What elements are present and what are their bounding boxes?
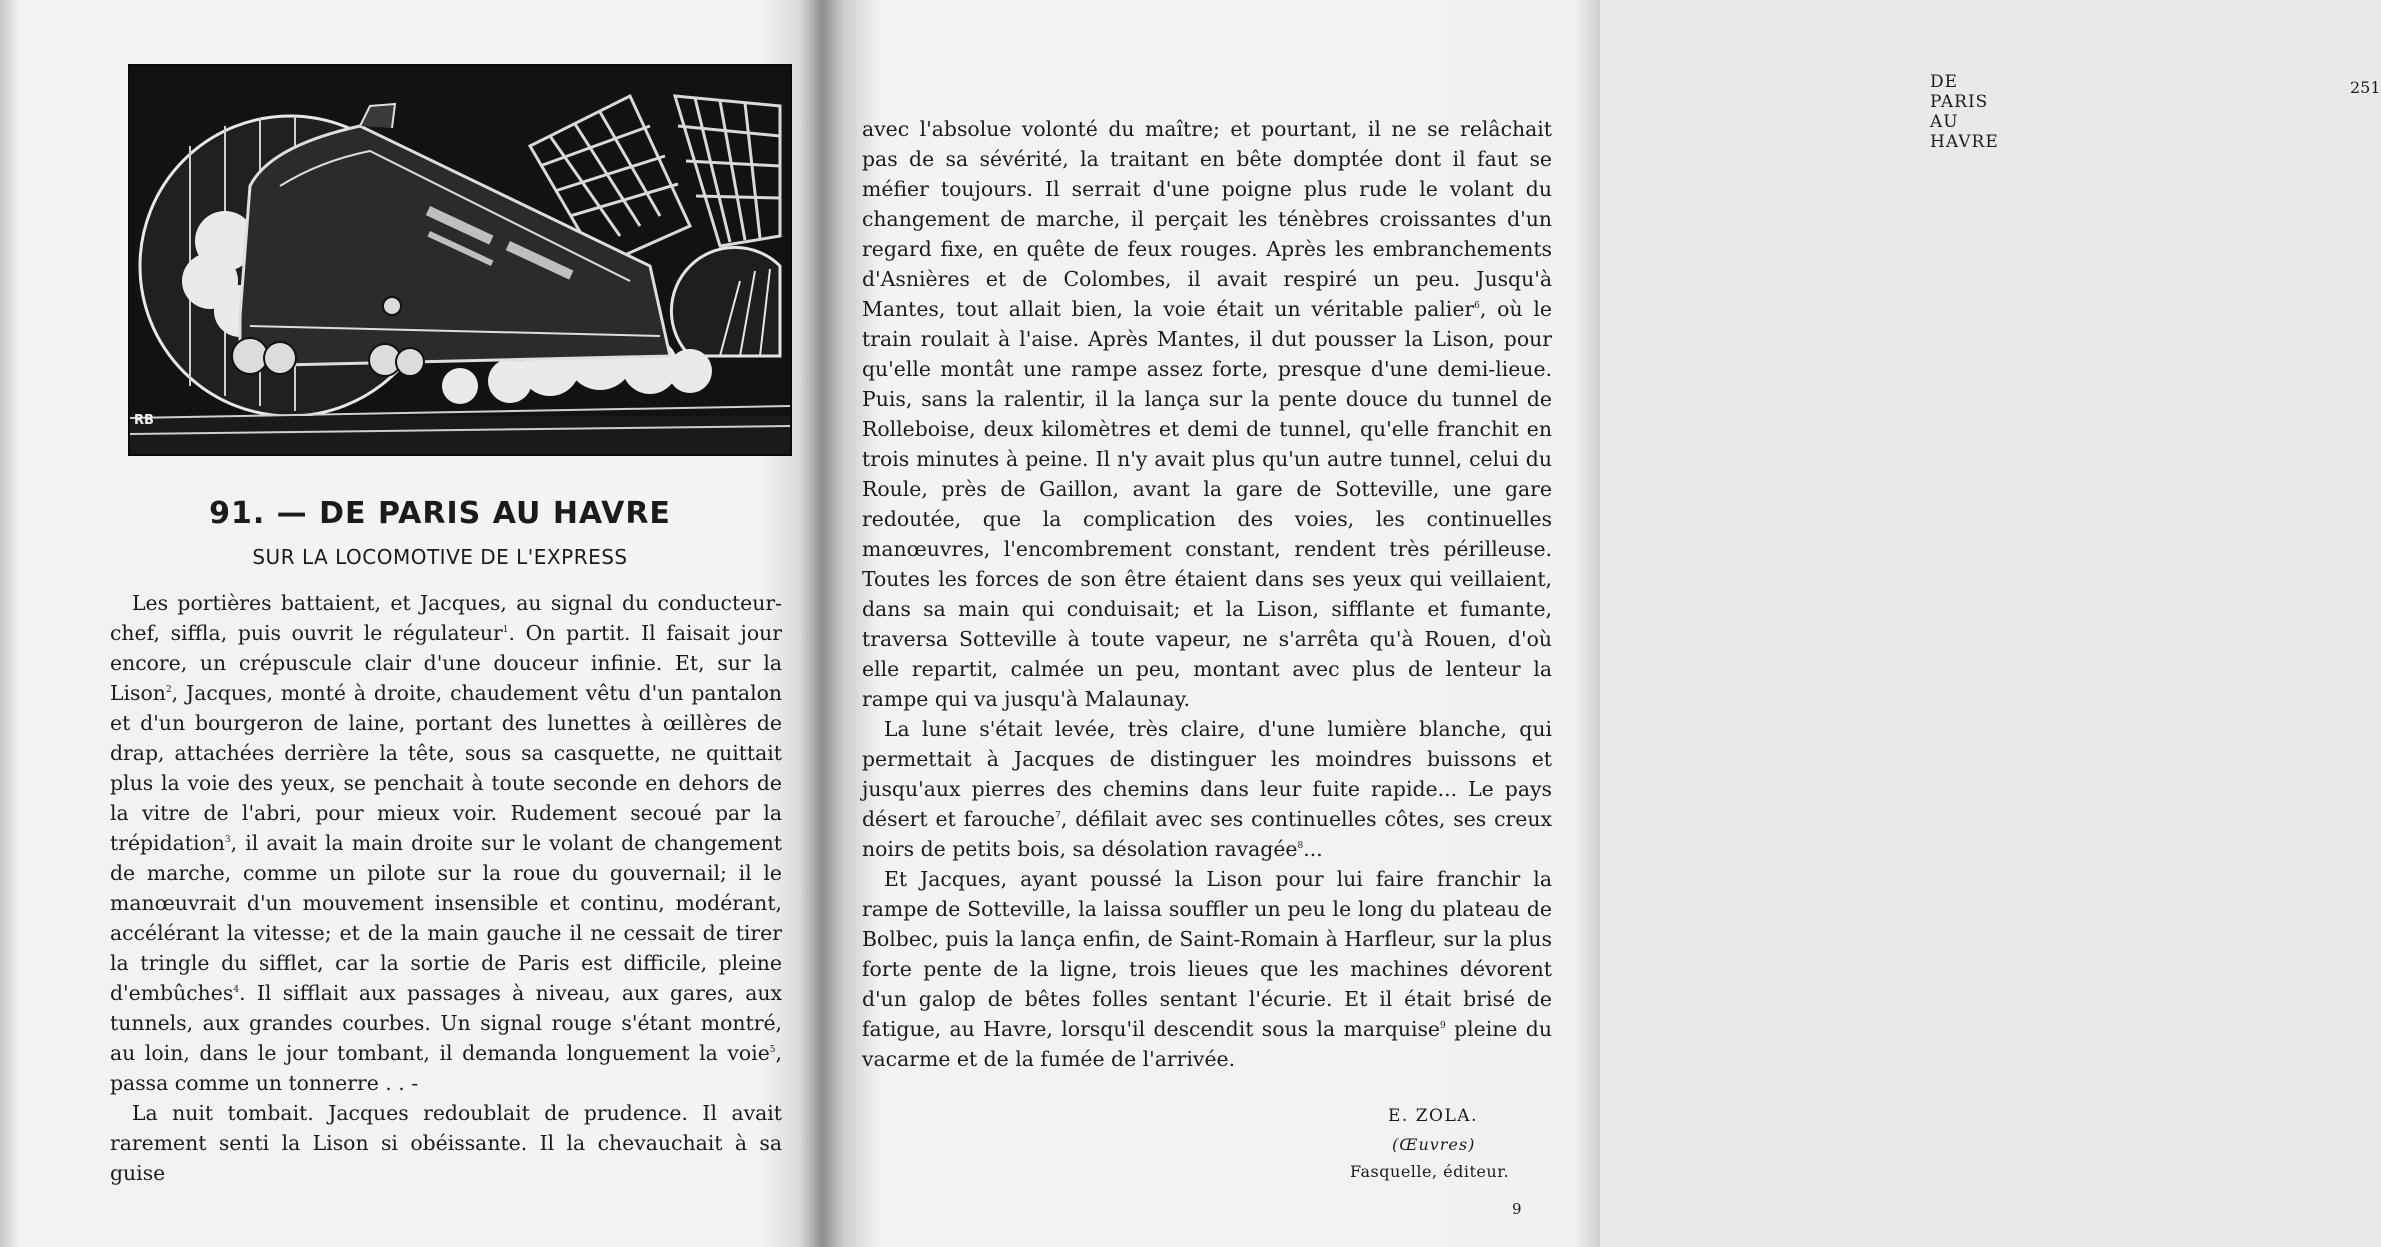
- footnote-marker: 9: [1440, 1021, 1446, 1032]
- paragraph: [862, 714, 1552, 864]
- text-span: , il avait la main droite sur le volant de changement de marche, comme un pilote sur la roue du gouvernail; il le manœuvrait d'un mouvement insensible et continu, modérant, accélérant la vitesse; et de la main gauche il ne cessait de tirer la tringle du sifflet, car la sortie de Paris est difficile, pleine d'embûches: [110, 831, 782, 1005]
- source-work: (Œuvres): [1392, 1135, 1476, 1154]
- text-span: . Il sifflait aux passages à niveau, aux gares, aux tunnels, aux grandes courbes. Un signal rouge s'étant montré, au loin, dans le jour tombant, il demanda longuement la voie: [110, 981, 782, 1065]
- text-span: pleine du vacarme et de la fumée de l'arrivée.: [862, 1017, 1552, 1071]
- left-page: [0, 0, 810, 1247]
- footnote-marker: 2: [165, 685, 172, 696]
- page-number: 251: [2350, 78, 2381, 97]
- illustrator-initials: RB: [134, 413, 154, 428]
- locomotive-illustration: [128, 64, 792, 456]
- text-span: La lune s'était levée, très claire, d'une lumière blanche, qui permettait à Jacques de distinguer les moindres buissons et jusqu'aux pierres des chemins dans leur fuite rapide... Le pays désert et farouche: [862, 717, 1552, 831]
- signature-mark: 9: [1512, 1200, 1522, 1218]
- paragraph: La nuit tombait. Jacques redoublait de prudence. Il avait rarement senti la Lison si obéissante. Il la chevauchait à sa guise: [110, 1101, 782, 1185]
- text-span: Les portières battaient, et Jacques, au signal du conducteur-chef, siffla, puis ouvrit le régulateur: [110, 591, 782, 645]
- text-span: , passa comme un tonnerre . . -: [110, 1041, 782, 1095]
- footnote-marker: 8: [1297, 841, 1304, 852]
- footnote-marker: 7: [1055, 811, 1061, 822]
- footnote-marker: 3: [224, 835, 231, 846]
- paragraph: [862, 114, 1552, 714]
- left-body-text: [110, 588, 782, 1188]
- paragraph: [862, 864, 1552, 1074]
- chapter-subtitle: SUR LA LOCOMOTIVE DE L'EXPRESS: [252, 545, 628, 569]
- text-span: , Jacques, monté à droite, chaudement vêtu d'un pantalon et d'un bourgeron de laine, portant des lunettes à œillères de drap, attachées derrière la tête, sous sa casquette, ne quittait plus la voie des yeux, se penchait à toute seconde en dehors de la vitre de l'abri, pour mieux voir. Rudement secoué par la trépidation: [110, 681, 782, 855]
- text-span: , défilait avec ses continuelles côtes, ses creux noirs de petits bois, sa désolation ravagée: [862, 807, 1553, 861]
- chapter-title: 91. — DE PARIS AU HAVRE: [209, 496, 671, 531]
- train-station-engraving: [130, 66, 790, 454]
- paragraph: [110, 588, 782, 1098]
- text-span: . On partit. Il faisait jour encore, un crépuscule clair d'une douceur infinie. Et, sur la Lison: [110, 621, 782, 705]
- text-span: avec l'absolue volonté du maître; et pourtant, il ne se relâchait pas de sa sévérité, la traitant en bête domptée dont il faut se méfier toujours. Il serrait d'une poigne plus rude le volant du changement de marche, il perçait les ténèbres croissantes d'un regard fixe, en quête de feux rouges. Après les embranchements d'Asnières et de Colombes, il avait respiré un peu. Jusqu'à Mantes, tout allait bien, la voie était un véritable palier: [862, 117, 1552, 321]
- text-span: , où le train roulait à l'aise. Après Mantes, il dut pousser la Lison, pour qu'elle montât une rampe assez forte, presque d'une demi-lieue. Puis, sans la ralentir, il la lança sur la pente douce du tunnel de Rolleboise, deux kilomètres et demi de tunnel, qu'elle franchit en trois minutes à peine. Il n'y avait plus qu'un autre tunnel, celui du Roule, près de Gaillon, avant la gare de Sotteville, une gare redoutée, que la complication des voies, les continuelles manœuvres, l'encombrement constant, rendent très périlleuse. Toutes les forces de son être étaient dans ses yeux qui veillaient, dans sa main qui conduisait; et la Lison, sifflante et fumante, traversa Sotteville à toute vapeur, ne s'arrêta qu'à Rouen, d'où elle repartit, calmée un peu, montant avec plus de lenteur la rampe qui va jusqu'à Malaunay.: [862, 297, 1552, 711]
- footnote-marker: 1: [502, 625, 509, 636]
- footnote-marker: 4: [233, 985, 240, 996]
- footnote-marker: 6: [1474, 301, 1480, 312]
- footnote-marker: 5: [769, 1045, 776, 1056]
- publisher-credit: Fasquelle, éditeur.: [1350, 1162, 1510, 1181]
- running-head: DE PARIS AU HAVRE: [1930, 72, 1999, 152]
- text-span: Et Jacques, ayant poussé la Lison pour lui faire franchir la rampe de Sotteville, la laissa souffler un peu le long du plateau de Bolbec, puis la lança enfin, de Saint-Romain à Harfleur, sur la plus forte pente de la ligne, trois lieues que les machines dévorent d'un galop de bêtes folles sentant l'écurie. Et il était brisé de fatigue, au Havre, lorsqu'il descendit sous la marquise: [862, 867, 1552, 1041]
- right-body-text: [862, 114, 1552, 1074]
- text-span: ...: [1303, 837, 1323, 861]
- author-name: E. ZOLA.: [1388, 1106, 1478, 1126]
